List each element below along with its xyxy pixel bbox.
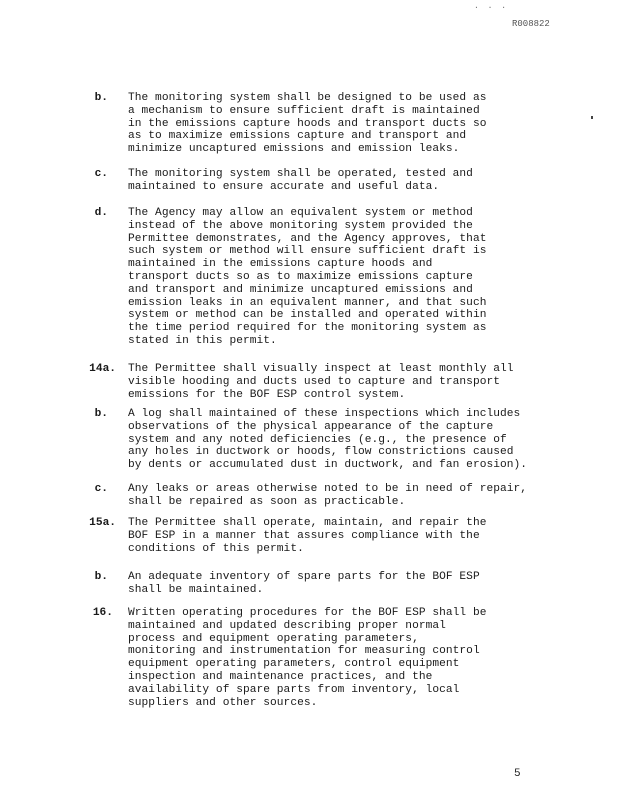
paragraph-label: b. — [94, 408, 108, 420]
paragraph-label: c. — [94, 483, 108, 495]
paragraph-label: 16. — [92, 607, 113, 619]
paragraph-label: b. — [94, 571, 108, 583]
paragraph-label: c. — [94, 168, 108, 180]
page-number: 5 — [514, 768, 521, 780]
paragraph-label: 14a. — [89, 363, 116, 375]
paragraph-label: b. — [94, 92, 108, 104]
scan-speck — [591, 116, 593, 119]
paragraph-text: Written operating procedures for the BOF ESP shall be maintained and updated describing proper normal process and equipment operating parameters, monitoring and instrumentation for measuring control equipment operating parameters, control equipment inspection and maintenance practices, and the availability of spare parts from inventory, local suppliers and other sources. — [128, 607, 487, 709]
paragraph-text: A log shall maintained of these inspections which includes observations of the physical appearance of the capture system and any noted deficiencies (e.g., the presence of any holes in ductwork or hoods, flow constrictions caused by dents or accumulated dust in ductwork, and fan erosion). — [128, 408, 528, 472]
paragraph-label: 15a. — [89, 517, 116, 529]
paragraph-text: The Agency may allow an equivalent system or method instead of the above monitoring system provided the Permittee demonstrates, and the Agency approves, that such system or method will ensure sufficient draft is maintained in the emissions capture hoods and transport ducts so as to maximize emissions capture and transport and minimize uncaptured emissions and emission leaks in an equivalent manner, and that such system or method can be installed and operated within the time period required for the monitoring system as stated in this permit. — [128, 207, 487, 347]
scan-dots: . . . — [474, 2, 509, 11]
paragraph-text: The Permittee shall operate, maintain, and repair the BOF ESP in a manner that assures compliance with the conditions of this permit. — [128, 517, 487, 555]
paragraph-label: d. — [94, 207, 108, 219]
document-id: R008822 — [512, 19, 550, 29]
paragraph-text: The Permittee shall visually inspect at least monthly all visible hooding and ducts used to capture and transport emissions for the BOF ESP control system. — [128, 363, 514, 401]
paragraph-text: The monitoring system shall be operated, tested and maintained to ensure accurate and useful data. — [128, 168, 473, 193]
paragraph-text: Any leaks or areas otherwise noted to be in need of repair, shall be repaired as soon as practicable. — [128, 483, 528, 508]
paragraph-text: An adequate inventory of spare parts for the BOF ESP shall be maintained. — [128, 571, 480, 596]
paragraph-text: The monitoring system shall be designed to be used as a mechanism to ensure sufficient draft is maintained in the emissions capture hoods and transport ducts so as to maximize emissions capture and transport and minimize uncaptured emissions and emission leaks. — [128, 92, 487, 156]
